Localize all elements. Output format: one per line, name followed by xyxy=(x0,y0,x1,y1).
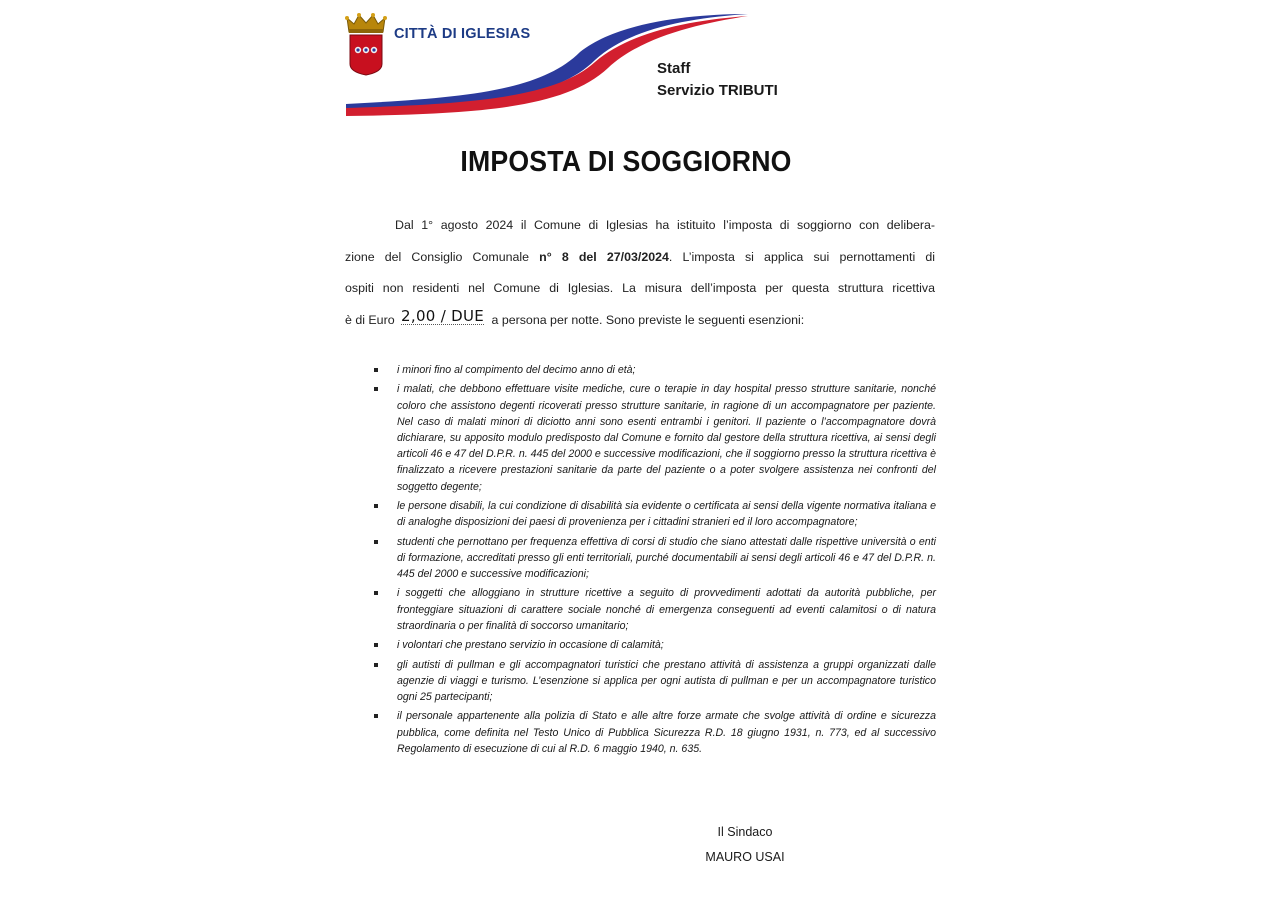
intro-paragraph xyxy=(345,210,935,336)
list-item-text: studenti che pernottano per frequenza effettiva di corsi di studio che siano attestati dalle rispettive università o enti di formazione, accreditati presso gli enti territoriali, purché documentabili ai sensi degli articoli 46 e 47 del D.P.R. n. 445 del 2000 e successive modificazioni; xyxy=(397,535,936,580)
list-item-text: il personale appartenente alla polizia di Stato e alle altre forze armate che svolge attività di ordine e sicurezza pubblica, come definita nel Testo Unico di Pubblica Sicurezza R.D. 18 giugno 1931, n. 773, ed al successivo Regolamento di esecuzione di cui al R.D. 6 maggio 1940, n. 635. xyxy=(397,710,936,755)
list-item-text: i minori fino al compimento del decimo anno di età; xyxy=(397,364,636,376)
bullet-icon xyxy=(374,387,378,391)
list-item xyxy=(370,585,936,634)
city-name: CITTÀ DI IGLESIAS xyxy=(394,26,531,42)
document-title: IMPOSTA DI SOGGIORNO xyxy=(460,146,792,178)
bullet-icon xyxy=(374,714,378,718)
list-item xyxy=(370,534,936,583)
list-item xyxy=(370,362,936,378)
bullet-icon xyxy=(374,591,378,595)
signature-role: Il Sindaco xyxy=(717,825,773,839)
intro-text: zione del Consiglio Comunale xyxy=(345,249,540,264)
list-item xyxy=(370,637,936,653)
list-item xyxy=(370,708,936,757)
list-item xyxy=(370,498,936,530)
intro-line xyxy=(345,305,935,337)
list-item-text: i volontari che prestano servizio in occasione di calamità; xyxy=(397,639,664,652)
signature-name: MAURO USAI xyxy=(705,850,785,864)
office-name xyxy=(657,58,778,102)
signature-block xyxy=(700,820,790,870)
tax-amount: 2,00 / DUE xyxy=(401,306,485,325)
bullet-icon xyxy=(374,368,378,372)
list-item-text: gli autisti di pullman e gli accompagnatori turistici che prestano attività di assistenza a gruppi organizzati dalle agenzie di viaggi e turismo. L’esenzione si applica per ogni autista di pullman e per un accompagnatore turistico ogni 25 partecipanti; xyxy=(397,658,936,703)
office-line-staff: Staff xyxy=(657,60,691,77)
list-item-text: i malati, che debbono effettuare visite mediche, cure o terapie in day hospital presso strutture sanitarie, nonché coloro che assistono degenti ricoverati presso strutture sanitarie, in ragione di un accompagnatore per paziente. Nel caso di malati minori di diciotto anni sono esenti entrambi i genitori. Il paziente o l’accompagnatore dovrà dichiarare, su apposito modulo predisposto dal Comune e fornito dal gestore della struttura ricettiva, ai sensi degli articoli 46 e 47 del D.P.R. n. 445 del 2000 e successive modificazioni, che il soggiorno presso la struttura ricettiva è finalizzato a ricevere prestazioni sanitarie da parte del paziente o a poter svolgere assistenza nei confronti del soggetto degente; xyxy=(397,383,936,493)
intro-text: è di Euro xyxy=(345,312,395,327)
exemptions-list xyxy=(370,362,936,760)
bullet-icon xyxy=(374,540,378,544)
list-item xyxy=(370,381,936,494)
list-item-text: le persone disabili, la cui condizione di disabilità sia evidente o certificata ai sensi della vigente normativa italiana e di analoghe disposizioni dei paesi di provenienza per i cittadini stranieri ed il loro accompagnatore; xyxy=(397,500,936,529)
deliberation-reference: n° 8 del 27/03/2024 xyxy=(539,249,669,264)
intro-line xyxy=(345,242,935,274)
intro-text: . L’imposta si applica sui pernottamenti di xyxy=(668,249,935,264)
intro-line: Dal 1° agosto 2024 il Comune di Iglesias ha istituito l’imposta di soggiorno con delibera- xyxy=(395,218,935,232)
list-item-text: i soggetti che alloggiano in strutture ricettive a seguito di provvedimenti adottati da autorità pubbliche, per fronteggiare situazioni di carattere sociale nonché di emergenza conseguenti ad eventi calamitosi o di natura straordinaria o per finalità di soccorso umanitario; xyxy=(397,587,936,632)
office-line-service: Servizio TRIBUTI xyxy=(657,82,778,99)
bullet-icon xyxy=(374,643,378,647)
intro-line: ospiti non residenti nel Comune di Iglesias. La misura dell’imposta per questa struttura ricettiva xyxy=(345,281,935,295)
bullet-icon xyxy=(374,504,378,508)
intro-text: a persona per notte. Sono previste le seguenti esenzioni: xyxy=(491,312,805,327)
bullet-icon xyxy=(374,663,378,667)
list-item xyxy=(370,657,936,706)
